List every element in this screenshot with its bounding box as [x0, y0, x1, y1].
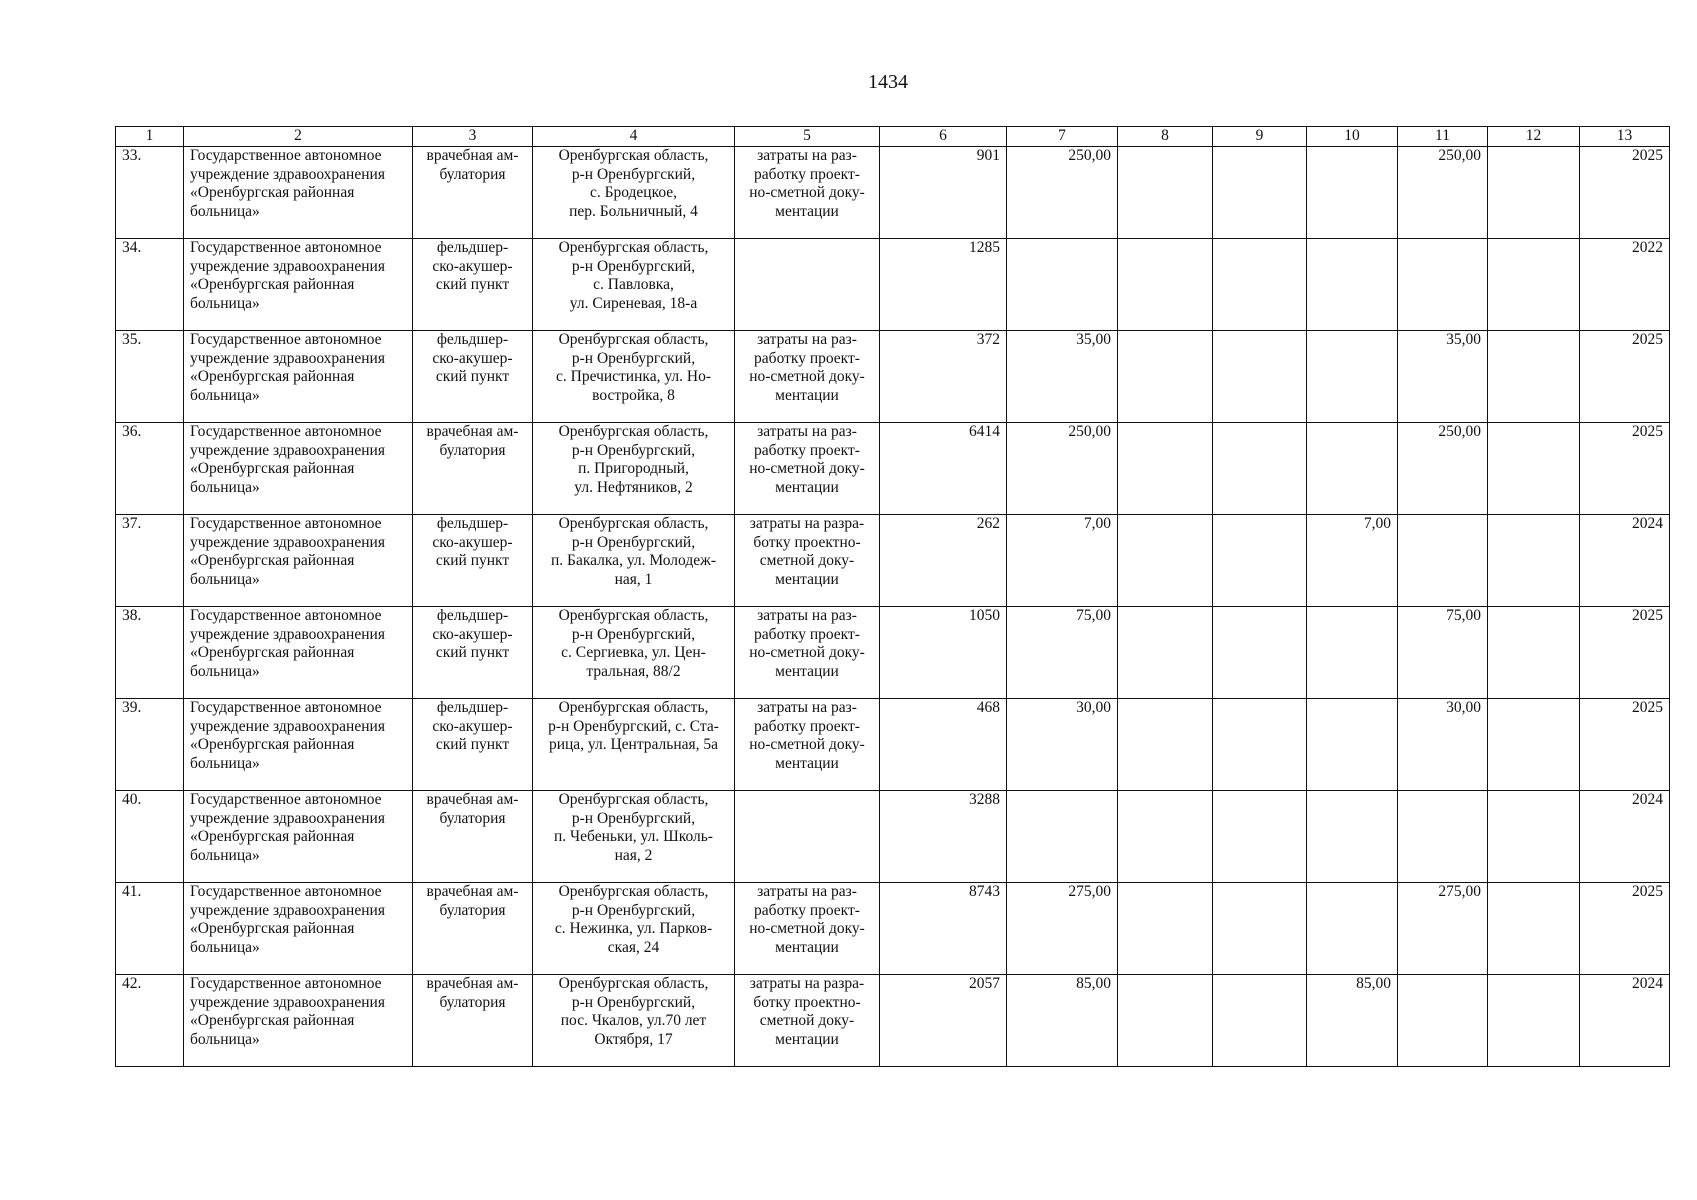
value-col-10 — [1307, 515, 1398, 607]
header-row — [116, 127, 1670, 147]
value-col-11 — [1398, 515, 1488, 607]
value-col-9 — [1213, 883, 1307, 975]
value-col-6-text: 8743 — [969, 883, 1000, 900]
column-header-5: 5 — [735, 127, 880, 147]
value-col-6-text: 1050 — [969, 607, 1000, 624]
institution-name-text: Государственное автономное учреждение здравоохранения «Оренбургская районная больница» — [190, 515, 385, 588]
column-header-9: 9 — [1213, 127, 1307, 147]
value-col-7 — [1007, 883, 1118, 975]
value-col-11 — [1398, 975, 1488, 1067]
value-col-10 — [1307, 975, 1398, 1067]
value-col-8 — [1118, 147, 1213, 239]
value-col-6 — [880, 883, 1007, 975]
value-col-9 — [1213, 515, 1307, 607]
row-number-text: 33. — [122, 147, 142, 164]
facility-type-text: фельдшер- ско-акушер- ский пункт — [432, 515, 513, 569]
value-col-9 — [1213, 975, 1307, 1067]
table-row — [116, 699, 1670, 791]
value-col-12 — [1488, 975, 1580, 1067]
address-text: Оренбургская область, р-н Оренбургский, п. Пригородный, ул. Нефтяников, 2 — [558, 423, 709, 496]
value-col-12 — [1488, 515, 1580, 607]
table-row — [116, 147, 1670, 239]
institution-name-text: Государственное автономное учреждение здравоохранения «Оренбургская районная больница» — [190, 607, 385, 680]
value-col-7 — [1007, 331, 1118, 423]
year — [1580, 515, 1670, 607]
value-col-12 — [1488, 791, 1580, 883]
value-col-9 — [1213, 791, 1307, 883]
institution-name — [184, 607, 413, 699]
year — [1580, 791, 1670, 883]
value-col-10 — [1307, 239, 1398, 331]
institution-name — [184, 239, 413, 331]
address — [533, 147, 735, 239]
year — [1580, 147, 1670, 239]
row-number-text: 42. — [122, 975, 142, 992]
value-col-6-text: 901 — [976, 147, 1000, 164]
institution-name-text: Государственное автономное учреждение здравоохранения «Оренбургская районная больница» — [190, 423, 385, 496]
address — [533, 699, 735, 791]
value-col-11 — [1398, 331, 1488, 423]
year-text: 2025 — [1632, 423, 1663, 440]
address-text: Оренбургская область, р-н Оренбургский, с. Нежинка, ул. Парков- ская, 24 — [554, 883, 713, 956]
institution-name — [184, 423, 413, 515]
year-text: 2025 — [1632, 331, 1663, 348]
facility-type — [413, 791, 533, 883]
institution-name-text: Государственное автономное учреждение здравоохранения «Оренбургская районная больница» — [190, 883, 385, 956]
value-col-10-text: 85,00 — [1356, 975, 1391, 992]
value-col-10 — [1307, 423, 1398, 515]
column-header-11: 11 — [1398, 127, 1488, 147]
row-number-text: 39. — [122, 699, 142, 716]
institution-name — [184, 147, 413, 239]
cost-purpose — [735, 607, 880, 699]
year — [1580, 699, 1670, 791]
value-col-6-text: 468 — [976, 699, 1000, 716]
column-header-7: 7 — [1007, 127, 1118, 147]
year — [1580, 331, 1670, 423]
column-header-12: 12 — [1488, 127, 1580, 147]
institution-name — [184, 883, 413, 975]
value-col-8 — [1118, 699, 1213, 791]
value-col-9 — [1213, 239, 1307, 331]
value-col-6 — [880, 607, 1007, 699]
value-col-9 — [1213, 331, 1307, 423]
row-number-text: 37. — [122, 515, 142, 532]
row-number-text: 38. — [122, 607, 142, 624]
cost-purpose-text: затраты на раз- работку проект- но-сметной доку- ментации — [749, 331, 865, 404]
value-col-6 — [880, 331, 1007, 423]
value-col-11 — [1398, 883, 1488, 975]
data-table — [115, 126, 1670, 1067]
value-col-10-text: 7,00 — [1363, 515, 1391, 532]
year-text: 2024 — [1632, 791, 1663, 808]
year — [1580, 975, 1670, 1067]
value-col-8 — [1118, 331, 1213, 423]
value-col-8 — [1118, 515, 1213, 607]
column-header-6: 6 — [880, 127, 1007, 147]
value-col-11-text: 35,00 — [1446, 331, 1481, 348]
value-col-11-text: 275,00 — [1438, 883, 1481, 900]
facility-type-text: врачебная ам- булатория — [426, 791, 519, 827]
year — [1580, 423, 1670, 515]
cost-purpose — [735, 975, 880, 1067]
facility-type — [413, 607, 533, 699]
cost-purpose — [735, 791, 880, 883]
cost-purpose-text: затраты на раз- работку проект- но-сметной доку- ментации — [749, 699, 865, 772]
address-text: Оренбургская область, р-н Оренбургский, пос. Чкалов, ул.70 лет Октября, 17 — [558, 975, 709, 1048]
year-text: 2024 — [1632, 975, 1663, 992]
cost-purpose-text: затраты на разра- ботку проектно- сметной доку- ментации — [749, 975, 865, 1048]
value-col-6 — [880, 791, 1007, 883]
year-text: 2025 — [1632, 699, 1663, 716]
row-number-text: 41. — [122, 883, 142, 900]
cost-purpose — [735, 699, 880, 791]
address — [533, 515, 735, 607]
facility-type — [413, 699, 533, 791]
address — [533, 607, 735, 699]
institution-name-text: Государственное автономное учреждение здравоохранения «Оренбургская районная больница» — [190, 331, 385, 404]
value-col-7-text: 85,00 — [1076, 975, 1111, 992]
cost-purpose — [735, 147, 880, 239]
value-col-9 — [1213, 423, 1307, 515]
institution-name-text: Государственное автономное учреждение здравоохранения «Оренбургская районная больница» — [190, 699, 385, 772]
institution-name-text: Государственное автономное учреждение здравоохранения «Оренбургская районная больница» — [190, 147, 385, 220]
facility-type — [413, 515, 533, 607]
address — [533, 331, 735, 423]
value-col-11-text: 250,00 — [1438, 147, 1481, 164]
value-col-7 — [1007, 699, 1118, 791]
institution-name — [184, 975, 413, 1067]
table-row — [116, 331, 1670, 423]
institution-name — [184, 699, 413, 791]
table-row — [116, 515, 1670, 607]
cost-purpose — [735, 515, 880, 607]
value-col-6 — [880, 515, 1007, 607]
value-col-12 — [1488, 883, 1580, 975]
value-col-7-text: 7,00 — [1083, 515, 1111, 532]
column-header-1: 1 — [116, 127, 184, 147]
value-col-11 — [1398, 147, 1488, 239]
value-col-12 — [1488, 239, 1580, 331]
value-col-7 — [1007, 239, 1118, 331]
year — [1580, 607, 1670, 699]
facility-type — [413, 423, 533, 515]
facility-type-text: врачебная ам- булатория — [426, 883, 519, 919]
cost-purpose-text: затраты на разра- ботку проектно- сметной доку- ментации — [749, 515, 865, 588]
value-col-7 — [1007, 515, 1118, 607]
value-col-9 — [1213, 607, 1307, 699]
value-col-8 — [1118, 423, 1213, 515]
table-row — [116, 883, 1670, 975]
address-text: Оренбургская область, р-н Оренбургский, с. Ста- рица, ул. Центральная, 5а — [548, 699, 719, 753]
value-col-6-text: 3288 — [969, 791, 1000, 808]
address-text: Оренбургская область, р-н Оренбургский, с. Сергиевка, ул. Цен- тральная, 88/2 — [558, 607, 709, 680]
facility-type-text: фельдшер- ско-акушер- ский пункт — [432, 239, 513, 293]
value-col-7 — [1007, 975, 1118, 1067]
cost-purpose — [735, 239, 880, 331]
value-col-6-text: 6414 — [969, 423, 1000, 440]
value-col-6 — [880, 239, 1007, 331]
value-col-7 — [1007, 791, 1118, 883]
value-col-6-text: 1285 — [969, 239, 1000, 256]
value-col-11 — [1398, 607, 1488, 699]
year-text: 2024 — [1632, 515, 1663, 532]
year — [1580, 883, 1670, 975]
cost-purpose-text: затраты на раз- работку проект- но-сметной доку- ментации — [749, 423, 865, 496]
table-body — [116, 147, 1670, 1067]
value-col-11 — [1398, 699, 1488, 791]
row-number — [116, 607, 184, 699]
page-number: 1434 — [868, 71, 908, 93]
value-col-8 — [1118, 239, 1213, 331]
row-number — [116, 515, 184, 607]
value-col-8 — [1118, 975, 1213, 1067]
cost-purpose — [735, 331, 880, 423]
value-col-6 — [880, 147, 1007, 239]
facility-type-text: врачебная ам- булатория — [426, 423, 519, 459]
year-text: 2025 — [1632, 607, 1663, 624]
year-text: 2025 — [1632, 883, 1663, 900]
value-col-10 — [1307, 607, 1398, 699]
cost-purpose-text: затраты на раз- работку проект- но-сметной доку- ментации — [749, 147, 865, 220]
value-col-11-text: 75,00 — [1446, 607, 1481, 624]
row-number-text: 34. — [122, 239, 142, 256]
address-text: Оренбургская область, р-н Оренбургский, п. Бакалка, ул. Молодеж- ная, 1 — [551, 515, 716, 588]
value-col-6 — [880, 423, 1007, 515]
cost-purpose — [735, 423, 880, 515]
institution-name — [184, 791, 413, 883]
table-row — [116, 975, 1670, 1067]
value-col-12 — [1488, 147, 1580, 239]
value-col-8 — [1118, 607, 1213, 699]
address — [533, 239, 735, 331]
value-col-10 — [1307, 331, 1398, 423]
column-header-10: 10 — [1307, 127, 1398, 147]
value-col-12 — [1488, 423, 1580, 515]
row-number-text: 35. — [122, 331, 142, 348]
facility-type — [413, 883, 533, 975]
value-col-6-text: 262 — [976, 515, 1000, 532]
table-row — [116, 607, 1670, 699]
value-col-12 — [1488, 607, 1580, 699]
value-col-6-text: 2057 — [969, 975, 1000, 992]
value-col-11 — [1398, 791, 1488, 883]
value-col-11 — [1398, 423, 1488, 515]
institution-name — [184, 515, 413, 607]
institution-name — [184, 331, 413, 423]
row-number — [116, 699, 184, 791]
column-header-4: 4 — [533, 127, 735, 147]
value-col-11-text: 250,00 — [1438, 423, 1481, 440]
value-col-7-text: 35,00 — [1076, 331, 1111, 348]
table-row — [116, 423, 1670, 515]
value-col-7 — [1007, 607, 1118, 699]
row-number — [116, 791, 184, 883]
year-text: 2025 — [1632, 147, 1663, 164]
value-col-7-text: 275,00 — [1068, 883, 1111, 900]
address — [533, 791, 735, 883]
year — [1580, 239, 1670, 331]
facility-type — [413, 239, 533, 331]
value-col-7-text: 250,00 — [1068, 147, 1111, 164]
table-row — [116, 239, 1670, 331]
address — [533, 975, 735, 1067]
value-col-6 — [880, 699, 1007, 791]
value-col-10 — [1307, 147, 1398, 239]
value-col-10 — [1307, 699, 1398, 791]
facility-type-text: врачебная ам- булатория — [426, 147, 519, 183]
value-col-6-text: 372 — [976, 331, 1000, 348]
value-col-8 — [1118, 791, 1213, 883]
facility-type-text: фельдшер- ско-акушер- ский пункт — [432, 331, 513, 385]
column-header-13: 13 — [1580, 127, 1670, 147]
row-number — [116, 423, 184, 515]
row-number — [116, 883, 184, 975]
facility-type-text: фельдшер- ско-акушер- ский пункт — [432, 607, 513, 661]
institution-name-text: Государственное автономное учреждение здравоохранения «Оренбургская районная больница» — [190, 975, 385, 1048]
value-col-12 — [1488, 331, 1580, 423]
value-col-7-text: 250,00 — [1068, 423, 1111, 440]
value-col-7 — [1007, 147, 1118, 239]
row-number — [116, 331, 184, 423]
row-number — [116, 975, 184, 1067]
address — [533, 883, 735, 975]
column-header-8: 8 — [1118, 127, 1213, 147]
column-header-3: 3 — [413, 127, 533, 147]
table-row — [116, 791, 1670, 883]
institution-name-text: Государственное автономное учреждение здравоохранения «Оренбургская районная больница» — [190, 791, 385, 864]
year-text: 2022 — [1632, 239, 1663, 256]
value-col-10 — [1307, 791, 1398, 883]
value-col-12 — [1488, 699, 1580, 791]
facility-type-text: врачебная ам- булатория — [426, 975, 519, 1011]
row-number — [116, 239, 184, 331]
facility-type — [413, 975, 533, 1067]
value-col-10 — [1307, 883, 1398, 975]
address-text: Оренбургская область, р-н Оренбургский, с. Бродецкое, пер. Больничный, 4 — [558, 147, 709, 220]
row-number-text: 36. — [122, 423, 142, 440]
value-col-8 — [1118, 883, 1213, 975]
value-col-7-text: 75,00 — [1076, 607, 1111, 624]
cost-purpose-text: затраты на раз- работку проект- но-сметной доку- ментации — [749, 607, 865, 680]
value-col-11-text: 30,00 — [1446, 699, 1481, 716]
value-col-9 — [1213, 147, 1307, 239]
address — [533, 423, 735, 515]
facility-type — [413, 147, 533, 239]
value-col-9 — [1213, 699, 1307, 791]
cost-purpose-text: затраты на раз- работку проект- но-сметной доку- ментации — [749, 883, 865, 956]
address-text: Оренбургская область, р-н Оренбургский, с. Павловка, ул. Сиреневая, 18-а — [558, 239, 709, 312]
address-text: Оренбургская область, р-н Оренбургский, п. Чебеньки, ул. Школь- ная, 2 — [554, 791, 713, 864]
institution-name-text: Государственное автономное учреждение здравоохранения «Оренбургская районная больница» — [190, 239, 385, 312]
address-text: Оренбургская область, р-н Оренбургский, с. Пречистинка, ул. Но- востройка, 8 — [556, 331, 711, 404]
facility-type — [413, 331, 533, 423]
value-col-7 — [1007, 423, 1118, 515]
cost-purpose — [735, 883, 880, 975]
facility-type-text: фельдшер- ско-акушер- ский пункт — [432, 699, 513, 753]
value-col-7-text: 30,00 — [1076, 699, 1111, 716]
column-header-2: 2 — [184, 127, 413, 147]
row-number — [116, 147, 184, 239]
value-col-11 — [1398, 239, 1488, 331]
row-number-text: 40. — [122, 791, 142, 808]
value-col-6 — [880, 975, 1007, 1067]
